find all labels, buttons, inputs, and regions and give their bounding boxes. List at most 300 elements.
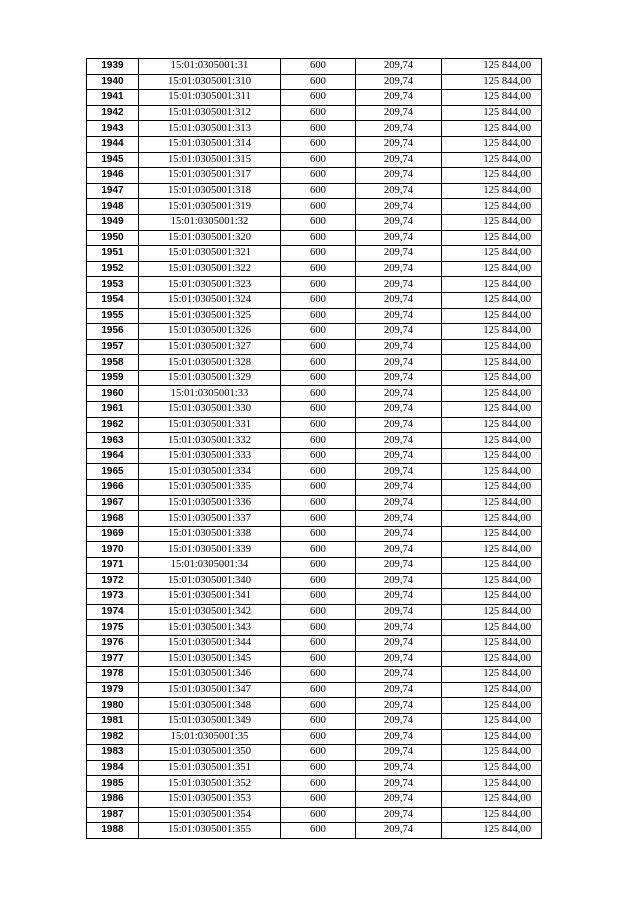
row-number: 1983 [87, 745, 139, 761]
area-cell: 600 [281, 370, 356, 386]
table-row [87, 136, 542, 152]
rate-cell: 209,74 [356, 573, 442, 589]
cadastral-number: 15:01:0305001:314 [139, 136, 281, 152]
cadastral-number: 15:01:0305001:312 [139, 105, 281, 121]
cadastral-number: 15:01:0305001:324 [139, 292, 281, 308]
cadastral-number: 15:01:0305001:329 [139, 370, 281, 386]
area-cell: 600 [281, 823, 356, 839]
row-number: 1957 [87, 339, 139, 355]
table-row [87, 355, 542, 371]
cadastral-number: 15:01:0305001:31 [139, 59, 281, 75]
rate-cell: 209,74 [356, 511, 442, 527]
value-cell: 125 844,00 [442, 277, 542, 293]
rate-cell: 209,74 [356, 760, 442, 776]
rate-cell: 209,74 [356, 386, 442, 402]
area-cell: 600 [281, 277, 356, 293]
rate-cell: 209,74 [356, 589, 442, 605]
table-row [87, 339, 542, 355]
table-row [87, 776, 542, 792]
cadastral-number: 15:01:0305001:331 [139, 417, 281, 433]
row-number: 1988 [87, 823, 139, 839]
table-row [87, 807, 542, 823]
area-cell: 600 [281, 745, 356, 761]
rate-cell: 209,74 [356, 433, 442, 449]
rate-cell: 209,74 [356, 261, 442, 277]
row-number: 1982 [87, 729, 139, 745]
area-cell: 600 [281, 558, 356, 574]
row-number: 1970 [87, 542, 139, 558]
table-row [87, 74, 542, 90]
rate-cell: 209,74 [356, 121, 442, 137]
area-cell: 600 [281, 448, 356, 464]
table-row [87, 495, 542, 511]
value-cell: 125 844,00 [442, 760, 542, 776]
rate-cell: 209,74 [356, 791, 442, 807]
cadastral-number: 15:01:0305001:325 [139, 308, 281, 324]
cadastral-number: 15:01:0305001:354 [139, 807, 281, 823]
value-cell: 125 844,00 [442, 121, 542, 137]
table-row [87, 402, 542, 418]
rate-cell: 209,74 [356, 480, 442, 496]
row-number: 1954 [87, 292, 139, 308]
value-cell: 125 844,00 [442, 74, 542, 90]
table-row [87, 558, 542, 574]
row-number: 1949 [87, 214, 139, 230]
rate-cell: 209,74 [356, 464, 442, 480]
area-cell: 600 [281, 651, 356, 667]
value-cell: 125 844,00 [442, 480, 542, 496]
area-cell: 600 [281, 604, 356, 620]
table-row [87, 433, 542, 449]
area-cell: 600 [281, 105, 356, 121]
value-cell: 125 844,00 [442, 635, 542, 651]
cadastral-number: 15:01:0305001:318 [139, 183, 281, 199]
rate-cell: 209,74 [356, 292, 442, 308]
row-number: 1984 [87, 760, 139, 776]
value-cell: 125 844,00 [442, 542, 542, 558]
value-cell: 125 844,00 [442, 261, 542, 277]
row-number: 1981 [87, 713, 139, 729]
table-row [87, 760, 542, 776]
value-cell: 125 844,00 [442, 355, 542, 371]
row-number: 1947 [87, 183, 139, 199]
area-cell: 600 [281, 90, 356, 106]
rate-cell: 209,74 [356, 277, 442, 293]
area-cell: 600 [281, 573, 356, 589]
land-plot-table [86, 58, 542, 839]
table-row [87, 511, 542, 527]
value-cell: 125 844,00 [442, 713, 542, 729]
rate-cell: 209,74 [356, 230, 442, 246]
value-cell: 125 844,00 [442, 105, 542, 121]
row-number: 1964 [87, 448, 139, 464]
cadastral-number: 15:01:0305001:352 [139, 776, 281, 792]
value-cell: 125 844,00 [442, 90, 542, 106]
rate-cell: 209,74 [356, 635, 442, 651]
area-cell: 600 [281, 511, 356, 527]
area-cell: 600 [281, 495, 356, 511]
row-number: 1941 [87, 90, 139, 106]
value-cell: 125 844,00 [442, 823, 542, 839]
area-cell: 600 [281, 355, 356, 371]
rate-cell: 209,74 [356, 90, 442, 106]
area-cell: 600 [281, 464, 356, 480]
table-row [87, 526, 542, 542]
table-row [87, 183, 542, 199]
row-number: 1968 [87, 511, 139, 527]
rate-cell: 209,74 [356, 713, 442, 729]
area-cell: 600 [281, 776, 356, 792]
value-cell: 125 844,00 [442, 745, 542, 761]
value-cell: 125 844,00 [442, 464, 542, 480]
row-number: 1945 [87, 152, 139, 168]
rate-cell: 209,74 [356, 324, 442, 340]
area-cell: 600 [281, 74, 356, 90]
rate-cell: 209,74 [356, 620, 442, 636]
table-row [87, 230, 542, 246]
row-number: 1961 [87, 402, 139, 418]
row-number: 1978 [87, 667, 139, 683]
table-row [87, 214, 542, 230]
rate-cell: 209,74 [356, 698, 442, 714]
table-row [87, 573, 542, 589]
table-row [87, 729, 542, 745]
row-number: 1974 [87, 604, 139, 620]
rate-cell: 209,74 [356, 417, 442, 433]
cadastral-number: 15:01:0305001:322 [139, 261, 281, 277]
area-cell: 600 [281, 121, 356, 137]
table-row [87, 589, 542, 605]
area-cell: 600 [281, 136, 356, 152]
rate-cell: 209,74 [356, 807, 442, 823]
area-cell: 600 [281, 183, 356, 199]
table-row [87, 480, 542, 496]
row-number: 1951 [87, 246, 139, 262]
row-number: 1972 [87, 573, 139, 589]
cadastral-number: 15:01:0305001:347 [139, 682, 281, 698]
row-number: 1986 [87, 791, 139, 807]
rate-cell: 209,74 [356, 526, 442, 542]
value-cell: 125 844,00 [442, 511, 542, 527]
cadastral-number: 15:01:0305001:351 [139, 760, 281, 776]
value-cell: 125 844,00 [442, 417, 542, 433]
cadastral-number: 15:01:0305001:321 [139, 246, 281, 262]
area-cell: 600 [281, 246, 356, 262]
cadastral-number: 15:01:0305001:328 [139, 355, 281, 371]
row-number: 1939 [87, 59, 139, 75]
rate-cell: 209,74 [356, 105, 442, 121]
value-cell: 125 844,00 [442, 620, 542, 636]
table-row [87, 90, 542, 106]
table-row [87, 168, 542, 184]
cadastral-number: 15:01:0305001:340 [139, 573, 281, 589]
table-row [87, 823, 542, 839]
value-cell: 125 844,00 [442, 526, 542, 542]
table-row [87, 417, 542, 433]
cadastral-number: 15:01:0305001:35 [139, 729, 281, 745]
cadastral-number: 15:01:0305001:332 [139, 433, 281, 449]
table-row [87, 745, 542, 761]
cadastral-number: 15:01:0305001:343 [139, 620, 281, 636]
table-row [87, 121, 542, 137]
value-cell: 125 844,00 [442, 698, 542, 714]
area-cell: 600 [281, 168, 356, 184]
cadastral-number: 15:01:0305001:335 [139, 480, 281, 496]
rate-cell: 209,74 [356, 59, 442, 75]
cadastral-number: 15:01:0305001:344 [139, 635, 281, 651]
area-cell: 600 [281, 402, 356, 418]
value-cell: 125 844,00 [442, 339, 542, 355]
value-cell: 125 844,00 [442, 183, 542, 199]
rate-cell: 209,74 [356, 199, 442, 215]
value-cell: 125 844,00 [442, 682, 542, 698]
value-cell: 125 844,00 [442, 604, 542, 620]
cadastral-number: 15:01:0305001:338 [139, 526, 281, 542]
rate-cell: 209,74 [356, 776, 442, 792]
area-cell: 600 [281, 698, 356, 714]
cadastral-number: 15:01:0305001:334 [139, 464, 281, 480]
table-row [87, 713, 542, 729]
cadastral-number: 15:01:0305001:353 [139, 791, 281, 807]
area-cell: 600 [281, 667, 356, 683]
rate-cell: 209,74 [356, 558, 442, 574]
row-number: 1980 [87, 698, 139, 714]
cadastral-number: 15:01:0305001:341 [139, 589, 281, 605]
value-cell: 125 844,00 [442, 136, 542, 152]
value-cell: 125 844,00 [442, 199, 542, 215]
area-cell: 600 [281, 480, 356, 496]
rate-cell: 209,74 [356, 308, 442, 324]
value-cell: 125 844,00 [442, 558, 542, 574]
cadastral-number: 15:01:0305001:350 [139, 745, 281, 761]
rate-cell: 209,74 [356, 214, 442, 230]
row-number: 1953 [87, 277, 139, 293]
cadastral-number: 15:01:0305001:311 [139, 90, 281, 106]
area-cell: 600 [281, 59, 356, 75]
cadastral-number: 15:01:0305001:32 [139, 214, 281, 230]
table-row [87, 635, 542, 651]
area-cell: 600 [281, 713, 356, 729]
cadastral-number: 15:01:0305001:349 [139, 713, 281, 729]
row-number: 1940 [87, 74, 139, 90]
row-number: 1946 [87, 168, 139, 184]
table-row [87, 464, 542, 480]
area-cell: 600 [281, 682, 356, 698]
cadastral-number: 15:01:0305001:345 [139, 651, 281, 667]
table-row [87, 152, 542, 168]
rate-cell: 209,74 [356, 745, 442, 761]
table-row [87, 651, 542, 667]
value-cell: 125 844,00 [442, 386, 542, 402]
value-cell: 125 844,00 [442, 214, 542, 230]
table-row [87, 308, 542, 324]
row-number: 1969 [87, 526, 139, 542]
table-row [87, 682, 542, 698]
value-cell: 125 844,00 [442, 448, 542, 464]
cadastral-number: 15:01:0305001:327 [139, 339, 281, 355]
area-cell: 600 [281, 589, 356, 605]
rate-cell: 209,74 [356, 542, 442, 558]
row-number: 1976 [87, 635, 139, 651]
cadastral-number: 15:01:0305001:348 [139, 698, 281, 714]
row-number: 1950 [87, 230, 139, 246]
row-number: 1965 [87, 464, 139, 480]
area-cell: 600 [281, 620, 356, 636]
row-number: 1958 [87, 355, 139, 371]
cadastral-number: 15:01:0305001:317 [139, 168, 281, 184]
area-cell: 600 [281, 791, 356, 807]
table-row [87, 698, 542, 714]
rate-cell: 209,74 [356, 448, 442, 464]
table-row [87, 370, 542, 386]
value-cell: 125 844,00 [442, 667, 542, 683]
row-number: 1956 [87, 324, 139, 340]
cadastral-number: 15:01:0305001:34 [139, 558, 281, 574]
row-number: 1952 [87, 261, 139, 277]
area-cell: 600 [281, 292, 356, 308]
cadastral-number: 15:01:0305001:33 [139, 386, 281, 402]
cadastral-number: 15:01:0305001:337 [139, 511, 281, 527]
row-number: 1942 [87, 105, 139, 121]
area-cell: 600 [281, 152, 356, 168]
rate-cell: 209,74 [356, 667, 442, 683]
table-row [87, 324, 542, 340]
table-body [87, 59, 542, 839]
rate-cell: 209,74 [356, 74, 442, 90]
row-number: 1943 [87, 121, 139, 137]
row-number: 1987 [87, 807, 139, 823]
rate-cell: 209,74 [356, 152, 442, 168]
value-cell: 125 844,00 [442, 308, 542, 324]
rate-cell: 209,74 [356, 183, 442, 199]
table-row [87, 105, 542, 121]
row-number: 1975 [87, 620, 139, 636]
cadastral-number: 15:01:0305001:313 [139, 121, 281, 137]
row-number: 1973 [87, 589, 139, 605]
rate-cell: 209,74 [356, 355, 442, 371]
rate-cell: 209,74 [356, 339, 442, 355]
table-row [87, 246, 542, 262]
value-cell: 125 844,00 [442, 292, 542, 308]
table-row [87, 386, 542, 402]
row-number: 1960 [87, 386, 139, 402]
table-row [87, 604, 542, 620]
area-cell: 600 [281, 308, 356, 324]
value-cell: 125 844,00 [442, 246, 542, 262]
cadastral-number: 15:01:0305001:336 [139, 495, 281, 511]
row-number: 1959 [87, 370, 139, 386]
rate-cell: 209,74 [356, 136, 442, 152]
rate-cell: 209,74 [356, 246, 442, 262]
cadastral-number: 15:01:0305001:315 [139, 152, 281, 168]
cadastral-number: 15:01:0305001:326 [139, 324, 281, 340]
table-row [87, 261, 542, 277]
row-number: 1948 [87, 199, 139, 215]
row-number: 1944 [87, 136, 139, 152]
area-cell: 600 [281, 386, 356, 402]
value-cell: 125 844,00 [442, 370, 542, 386]
rate-cell: 209,74 [356, 729, 442, 745]
rate-cell: 209,74 [356, 402, 442, 418]
area-cell: 600 [281, 199, 356, 215]
area-cell: 600 [281, 729, 356, 745]
area-cell: 600 [281, 214, 356, 230]
area-cell: 600 [281, 433, 356, 449]
value-cell: 125 844,00 [442, 59, 542, 75]
value-cell: 125 844,00 [442, 433, 542, 449]
row-number: 1955 [87, 308, 139, 324]
cadastral-number: 15:01:0305001:355 [139, 823, 281, 839]
value-cell: 125 844,00 [442, 807, 542, 823]
table-row [87, 59, 542, 75]
value-cell: 125 844,00 [442, 230, 542, 246]
area-cell: 600 [281, 807, 356, 823]
area-cell: 600 [281, 635, 356, 651]
area-cell: 600 [281, 760, 356, 776]
row-number: 1977 [87, 651, 139, 667]
table-row [87, 199, 542, 215]
area-cell: 600 [281, 417, 356, 433]
value-cell: 125 844,00 [442, 791, 542, 807]
rate-cell: 209,74 [356, 370, 442, 386]
table-row [87, 620, 542, 636]
area-cell: 600 [281, 261, 356, 277]
rate-cell: 209,74 [356, 682, 442, 698]
rate-cell: 209,74 [356, 495, 442, 511]
row-number: 1963 [87, 433, 139, 449]
rate-cell: 209,74 [356, 651, 442, 667]
value-cell: 125 844,00 [442, 776, 542, 792]
value-cell: 125 844,00 [442, 573, 542, 589]
table-row [87, 448, 542, 464]
cadastral-number: 15:01:0305001:346 [139, 667, 281, 683]
area-cell: 600 [281, 542, 356, 558]
row-number: 1971 [87, 558, 139, 574]
cadastral-number: 15:01:0305001:330 [139, 402, 281, 418]
area-cell: 600 [281, 339, 356, 355]
cadastral-number: 15:01:0305001:320 [139, 230, 281, 246]
rate-cell: 209,74 [356, 604, 442, 620]
area-cell: 600 [281, 526, 356, 542]
cadastral-number: 15:01:0305001:319 [139, 199, 281, 215]
value-cell: 125 844,00 [442, 324, 542, 340]
value-cell: 125 844,00 [442, 402, 542, 418]
table-row [87, 667, 542, 683]
table-row [87, 542, 542, 558]
rate-cell: 209,74 [356, 823, 442, 839]
value-cell: 125 844,00 [442, 589, 542, 605]
cadastral-number: 15:01:0305001:323 [139, 277, 281, 293]
table-row [87, 277, 542, 293]
area-cell: 600 [281, 230, 356, 246]
row-number: 1979 [87, 682, 139, 698]
rate-cell: 209,74 [356, 168, 442, 184]
table-row [87, 292, 542, 308]
value-cell: 125 844,00 [442, 168, 542, 184]
value-cell: 125 844,00 [442, 729, 542, 745]
value-cell: 125 844,00 [442, 495, 542, 511]
value-cell: 125 844,00 [442, 152, 542, 168]
area-cell: 600 [281, 324, 356, 340]
row-number: 1985 [87, 776, 139, 792]
cadastral-number: 15:01:0305001:339 [139, 542, 281, 558]
cadastral-number: 15:01:0305001:333 [139, 448, 281, 464]
row-number: 1962 [87, 417, 139, 433]
row-number: 1966 [87, 480, 139, 496]
value-cell: 125 844,00 [442, 651, 542, 667]
cadastral-number: 15:01:0305001:342 [139, 604, 281, 620]
table-row [87, 791, 542, 807]
